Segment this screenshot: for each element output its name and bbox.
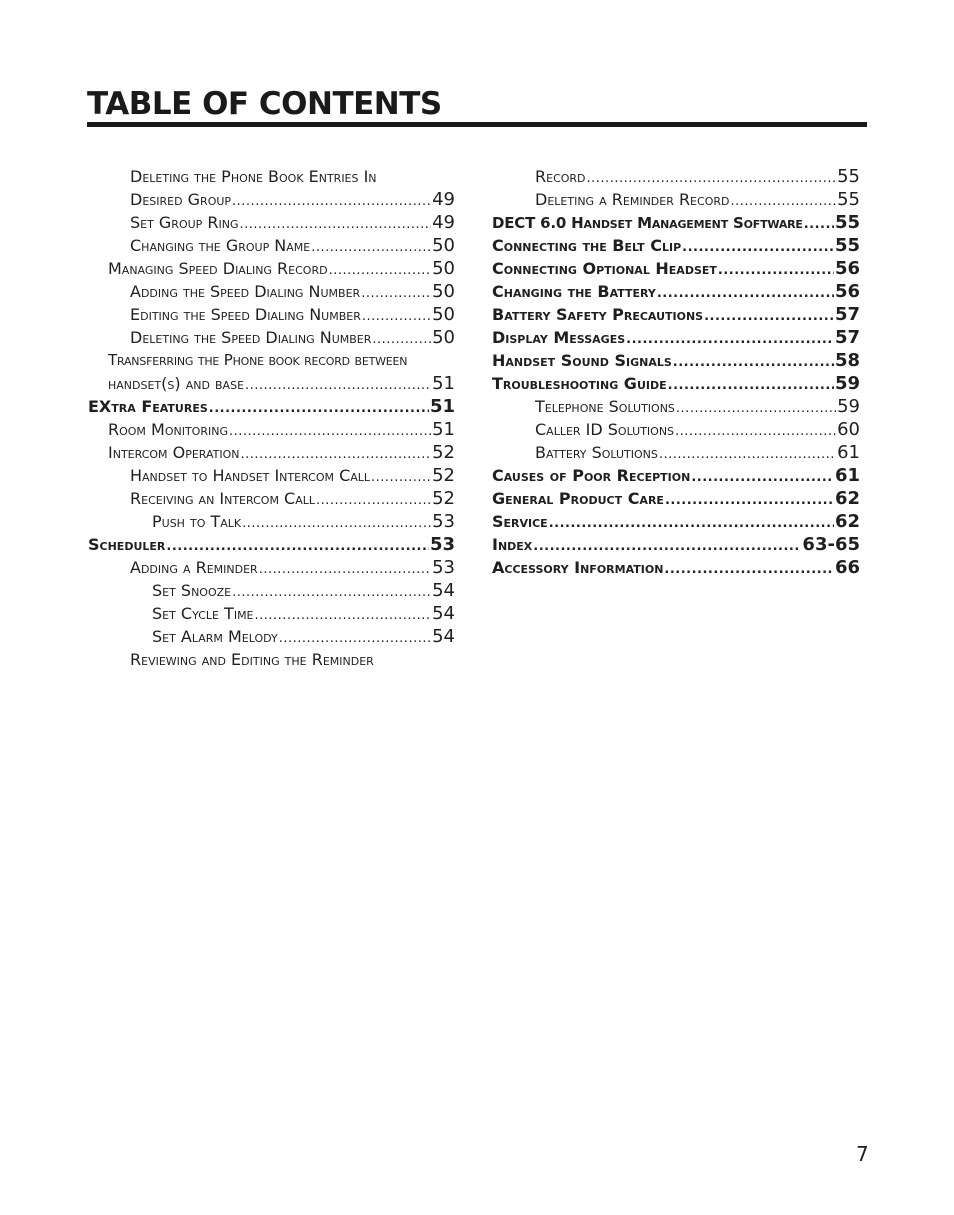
leader-dots bbox=[242, 512, 431, 535]
toc-entry-page: 50 bbox=[432, 327, 455, 348]
toc-entry-label: Push to Talk bbox=[152, 512, 242, 531]
toc-entry[interactable] bbox=[492, 418, 860, 441]
toc-entry[interactable] bbox=[88, 556, 455, 579]
toc-entry[interactable] bbox=[88, 625, 455, 648]
toc-entry[interactable] bbox=[88, 418, 455, 441]
toc-entry-page: 51 bbox=[429, 396, 455, 417]
leader-dots bbox=[533, 535, 801, 558]
toc-entry[interactable] bbox=[88, 280, 455, 303]
toc-entry[interactable] bbox=[492, 487, 860, 510]
toc-entry-label: Handset to Handset Intercom Call bbox=[130, 466, 371, 485]
toc-entry-label: Connecting Optional Headset bbox=[492, 259, 717, 278]
leader-dots bbox=[361, 282, 431, 305]
toc-entry-page: 58 bbox=[834, 350, 860, 371]
toc-entry[interactable] bbox=[492, 280, 860, 303]
toc-entry[interactable] bbox=[88, 211, 455, 234]
leader-dots bbox=[255, 604, 432, 627]
toc-entry-page: 50 bbox=[432, 281, 455, 302]
toc-entry-label: Set Snooze bbox=[152, 581, 232, 600]
toc-entry-label: Display Messages bbox=[492, 328, 626, 347]
toc-entry-page: 59 bbox=[837, 396, 860, 417]
toc-entry[interactable] bbox=[88, 349, 455, 372]
leader-dots bbox=[362, 305, 431, 328]
toc-entry-page: 55 bbox=[834, 212, 860, 233]
toc-entry[interactable] bbox=[492, 395, 860, 418]
leader-dots bbox=[316, 489, 431, 512]
leader-dots bbox=[245, 374, 431, 397]
toc-entry-page: 53 bbox=[432, 557, 455, 578]
toc-entry-label: Set Alarm Melody bbox=[152, 627, 278, 646]
toc-entry-page: 53 bbox=[429, 534, 455, 555]
toc-entry-label: Managing Speed Dialing Record bbox=[108, 259, 328, 278]
leader-dots bbox=[329, 259, 432, 282]
toc-entry[interactable] bbox=[88, 257, 455, 280]
toc-entry-page: 61 bbox=[837, 442, 860, 463]
page-number: 7 bbox=[856, 1142, 869, 1166]
toc-entry-label: Adding a Reminder bbox=[130, 558, 258, 577]
toc-entry-label: handset(s) and base bbox=[108, 374, 245, 393]
toc-entry-label: Transferring the Phone book record between bbox=[108, 351, 408, 369]
toc-entry-label: EXtra Features bbox=[88, 397, 208, 416]
toc-entry-page: 59 bbox=[834, 373, 860, 394]
toc-column-right bbox=[492, 165, 860, 579]
toc-entry-label: Editing the Speed Dialing Number bbox=[130, 305, 361, 324]
toc-entry-label: Reviewing and Editing the Reminder bbox=[130, 650, 374, 669]
toc-entry[interactable] bbox=[492, 533, 860, 556]
toc-entry-page: 54 bbox=[432, 626, 455, 647]
leader-dots bbox=[311, 236, 431, 259]
toc-entry-page: 52 bbox=[432, 488, 455, 509]
leader-dots bbox=[232, 190, 431, 213]
toc-entry-label: Deleting the Phone Book Entries In bbox=[130, 167, 377, 186]
toc-entry[interactable] bbox=[492, 556, 860, 579]
toc-entry[interactable] bbox=[492, 372, 860, 395]
toc-entry[interactable] bbox=[88, 188, 455, 211]
toc-entry[interactable] bbox=[492, 211, 860, 234]
leader-dots bbox=[240, 213, 432, 236]
leader-dots bbox=[232, 581, 431, 604]
toc-entry-page: 52 bbox=[432, 442, 455, 463]
toc-entry-label: Adding the Speed Dialing Number bbox=[130, 282, 361, 301]
toc-entry-page: 55 bbox=[837, 166, 860, 187]
toc-entry-page: 55 bbox=[837, 189, 860, 210]
toc-entry-label: Service bbox=[492, 512, 548, 531]
toc-entry-page: 62 bbox=[834, 511, 860, 532]
toc-entry[interactable] bbox=[492, 510, 860, 533]
toc-entry-label: Connecting the Belt Clip bbox=[492, 236, 682, 255]
toc-entry-label: Changing the Battery bbox=[492, 282, 656, 301]
toc-entry[interactable] bbox=[492, 349, 860, 372]
toc-entry-page: 51 bbox=[432, 373, 455, 394]
leader-dots bbox=[664, 558, 834, 581]
toc-entry-page: 49 bbox=[432, 212, 455, 233]
toc-entry-page: 54 bbox=[432, 603, 455, 624]
toc-entry-label: Handset Sound Signals bbox=[492, 351, 672, 370]
toc-entry-label: Receiving an Intercom Call bbox=[130, 489, 315, 508]
leader-dots bbox=[691, 466, 834, 489]
toc-column-left bbox=[88, 165, 455, 671]
leader-dots bbox=[668, 374, 834, 397]
toc-entry-page: 57 bbox=[834, 304, 860, 325]
toc-entry-label: Accessory Information bbox=[492, 558, 664, 577]
toc-entry[interactable] bbox=[88, 372, 455, 395]
toc-entry-label: Deleting the Speed Dialing Number bbox=[130, 328, 372, 347]
leader-dots bbox=[372, 328, 431, 351]
leader-dots bbox=[209, 397, 429, 420]
leader-dots bbox=[587, 167, 837, 190]
toc-entry[interactable] bbox=[492, 257, 860, 280]
toc-entry[interactable] bbox=[88, 234, 455, 257]
toc-entry-label: Battery Solutions bbox=[535, 443, 658, 462]
toc-entry-page: 57 bbox=[834, 327, 860, 348]
toc-entry-label: Room Monitoring bbox=[108, 420, 228, 439]
leader-dots bbox=[730, 190, 836, 213]
leader-dots bbox=[676, 397, 836, 420]
toc-entry-page: 49 bbox=[432, 189, 455, 210]
toc-entry-label: Deleting a Reminder Record bbox=[535, 190, 730, 209]
toc-entry[interactable] bbox=[492, 303, 860, 326]
toc-entry[interactable] bbox=[88, 165, 455, 188]
toc-entry-label: Caller ID Solutions bbox=[535, 420, 675, 439]
leader-dots bbox=[704, 305, 834, 328]
toc-entry[interactable] bbox=[88, 648, 455, 671]
leader-dots bbox=[682, 236, 834, 259]
toc-entry[interactable] bbox=[492, 188, 860, 211]
toc-entry[interactable] bbox=[492, 441, 860, 464]
toc-entry-page: 55 bbox=[834, 235, 860, 256]
leader-dots bbox=[371, 466, 431, 489]
leader-dots bbox=[626, 328, 834, 351]
toc-entry-label: Record bbox=[535, 167, 586, 186]
toc-entry-page: 50 bbox=[432, 258, 455, 279]
toc-entry-page: 62 bbox=[834, 488, 860, 509]
toc-entry-label: Changing the Group Name bbox=[130, 236, 311, 255]
toc-entry[interactable] bbox=[88, 510, 455, 533]
leader-dots bbox=[166, 535, 429, 558]
toc-entry-page: 63-65 bbox=[802, 534, 860, 555]
toc-entry[interactable] bbox=[88, 441, 455, 464]
toc-entry-label: DECT 6.0 Handset Management Software bbox=[492, 214, 803, 232]
toc-entry[interactable] bbox=[492, 234, 860, 257]
toc-entry[interactable] bbox=[88, 533, 455, 556]
toc-entry-label: Intercom Operation bbox=[108, 443, 240, 462]
toc-entry-page: 60 bbox=[837, 419, 860, 440]
toc-entry[interactable] bbox=[492, 464, 860, 487]
toc-entry-label: Set Cycle Time bbox=[152, 604, 254, 623]
toc-entry-page: 51 bbox=[432, 419, 455, 440]
leader-dots bbox=[259, 558, 431, 581]
toc-entry-page: 50 bbox=[432, 235, 455, 256]
leader-dots bbox=[657, 282, 834, 305]
toc-entry[interactable] bbox=[492, 165, 860, 188]
toc-entry-page: 66 bbox=[834, 557, 860, 578]
toc-entry-label: Set Group Ring bbox=[130, 213, 239, 232]
toc-entry-page: 61 bbox=[834, 465, 860, 486]
leader-dots bbox=[665, 489, 834, 512]
toc-entry-label: Causes of Poor Reception bbox=[492, 466, 691, 485]
toc-entry-label: Desired Group bbox=[130, 190, 232, 209]
toc-entry-page: 54 bbox=[432, 580, 455, 601]
page-title: TABLE OF CONTENTS bbox=[87, 86, 442, 122]
leader-dots bbox=[718, 259, 834, 282]
title-underline bbox=[87, 122, 867, 127]
toc-entry-page: 50 bbox=[432, 304, 455, 325]
toc-entry[interactable] bbox=[88, 464, 455, 487]
toc-entry-label: Telephone Solutions bbox=[535, 397, 675, 416]
toc-entry-label: Troubleshooting Guide bbox=[492, 374, 667, 393]
toc-entry-page: 53 bbox=[432, 511, 455, 532]
leader-dots bbox=[241, 443, 432, 466]
leader-dots bbox=[673, 351, 834, 374]
toc-entry-label: Scheduler bbox=[88, 535, 166, 554]
toc-entry[interactable] bbox=[88, 579, 455, 602]
toc-entry-label: Battery Safety Precautions bbox=[492, 305, 704, 324]
toc-entry-page: 52 bbox=[432, 465, 455, 486]
leader-dots bbox=[229, 420, 431, 443]
leader-dots bbox=[675, 420, 836, 443]
toc-entry[interactable] bbox=[492, 326, 860, 349]
toc-entry-label: General Product Care bbox=[492, 489, 664, 508]
toc-entry[interactable] bbox=[88, 303, 455, 326]
toc-entry[interactable] bbox=[88, 326, 455, 349]
toc-entry-page: 56 bbox=[834, 258, 860, 279]
leader-dots bbox=[279, 627, 431, 650]
toc-entry[interactable] bbox=[88, 395, 455, 418]
leader-dots bbox=[549, 512, 834, 535]
leader-dots bbox=[804, 213, 834, 236]
toc-entry-page: 56 bbox=[834, 281, 860, 302]
leader-dots bbox=[659, 443, 836, 466]
toc-entry[interactable] bbox=[88, 602, 455, 625]
toc-entry[interactable] bbox=[88, 487, 455, 510]
toc-entry-label: Index bbox=[492, 535, 533, 554]
